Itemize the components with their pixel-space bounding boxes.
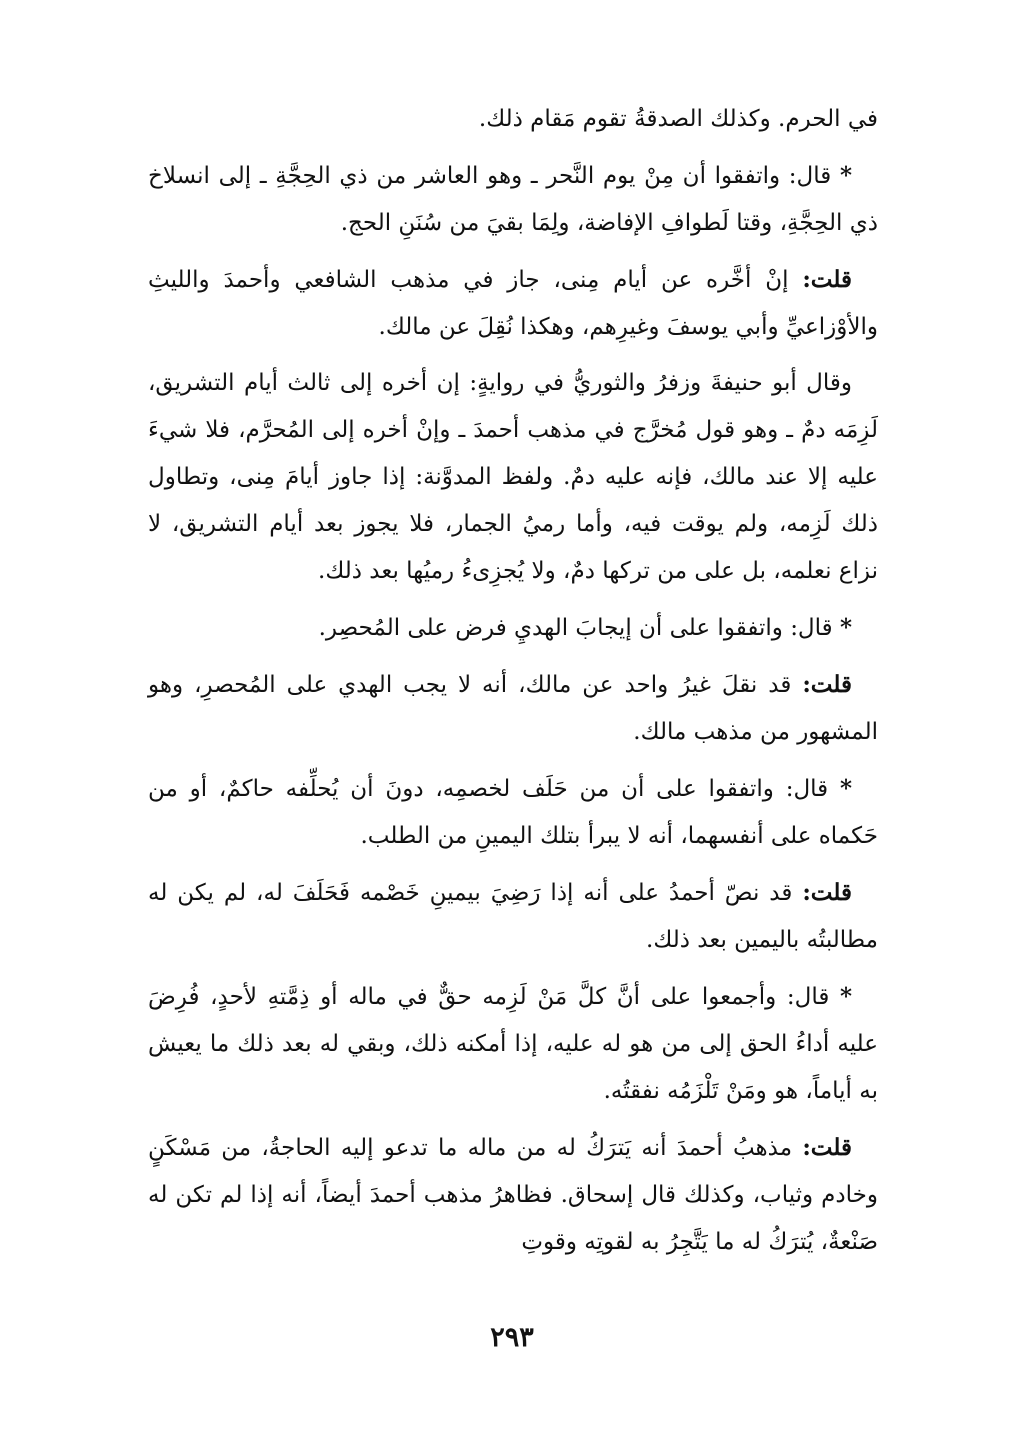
page-number: ٢٩٣	[490, 1322, 534, 1353]
paragraph-text: قال: واتفقوا على أن من حَلَف لخصمِه، دونَ أن يُحلِّفه حاكمٌ، أو من حَكماه على أنفسهما، أنه لا يبرأ بتلك اليمينِ من الطلب.	[148, 776, 878, 849]
paragraph-text: مذهبُ أحمدَ أنه يَترَكُ له من ماله ما تدعو إليه الحاجةُ، من مَسْكَنٍ وخادم وثياب، وكذلك قال إسحاق. فظاهرُ مذهب أحمدَ أيضاً، أنه إذا لم تكن له صَنْعةٌ، يُترَكُ له ما يَتَّجِرُ به لقوتِه وقوتِ	[148, 1135, 878, 1255]
paragraph-text: قد نقلَ غيرُ واحد عن مالك، أنه لا يجب الهدي على المُحصرِ، وهو المشهور من مذهب مالك.	[148, 672, 878, 745]
paragraph-8	[148, 869, 878, 964]
asterisk-marker: *	[839, 162, 853, 189]
paragraph-2	[148, 152, 878, 247]
paragraph-10	[148, 1124, 878, 1266]
paragraph-text: وقال أبو حنيفةَ وزفرُ والثوريُّ في روايةٍ: إن أخره إلى ثالث أيام التشريق، لَزِمَه دمٌ ـ وهو قول مُخرَّج في مذهب أحمدَ ـ وإنْ أخره إلى المُحرَّم، فلا شيءَ عليه إلا عند مالك، فإنه عليه دمٌ. ولفظ المدوَّنة: إذا جاوز أيامَ مِنى، وتطاول ذلك لَزِمه، ولم يوقت فيه، وأما رميُ الجمار، فلا يجوز بعد أيام التشريق، لا نزاع نعلمه، بل على من تركها دمٌ، ولا يُجزِىءُ رميُها بعد ذلك.	[148, 370, 878, 584]
paragraph-text: قد نصّ أحمدُ على أنه إذا رَضِيَ بيمينِ خَصْمه فَحَلَفَ له، لم يكن له مطالبتُه باليمين بعد ذلك.	[148, 880, 878, 953]
lead-word: قلت:	[802, 1134, 852, 1161]
paragraph-text: إنْ أخَّره عن أيام مِنى، جاز في مذهب الشافعي وأحمدَ والليثِ والأوْزاعيِّ وأبي يوسفَ وغيرِهم، وهكذا نُقِلَ عن مالك.	[148, 267, 878, 340]
paragraph-4	[148, 360, 878, 595]
asterisk-marker: *	[839, 775, 853, 802]
lead-word: قلت:	[802, 879, 852, 906]
paragraph-6	[148, 661, 878, 756]
lead-word: قلت:	[802, 671, 852, 698]
paragraph-7	[148, 765, 878, 860]
paragraph-9	[148, 973, 878, 1115]
paragraph-text: قال: واتفقوا أن مِنْ يوم النَّحر ـ وهو العاشر من ذي الحِجَّةِ ـ إلى انسلاخ ذي الحِجَّةِ، وقتا لَطوافِ الإفاضة، ولِمَا بقيَ من سُنَنِ الحج.	[148, 163, 878, 236]
paragraph-text: قال: وأجمعوا على أنَّ كلَّ مَنْ لَزِمه حقٌّ في ماله أو ذِمَّتهِ لأحدٍ، فُرِضَ عليه أداءُ الحق إلى من هو له عليه، إذا أمكنه ذلك، وبقي له بعد ذلك ما يعيش به أياماً، هو ومَنْ تَلْزَمُه نفقتُه.	[148, 984, 878, 1104]
paragraph-1	[148, 96, 878, 143]
asterisk-marker: *	[839, 614, 852, 641]
lead-word: قلت:	[802, 266, 852, 293]
paragraph-5	[148, 604, 878, 652]
paragraph-text: في الحرم. وكذلك الصدقةُ تقوم مَقام ذلك.	[478, 106, 878, 132]
page-body-text	[148, 96, 878, 1275]
paragraph-3	[148, 256, 878, 351]
paragraph-text: قال: واتفقوا على أن إيجابَ الهديِ فرض على المُحصِر.	[318, 615, 833, 641]
asterisk-marker: *	[839, 983, 852, 1010]
